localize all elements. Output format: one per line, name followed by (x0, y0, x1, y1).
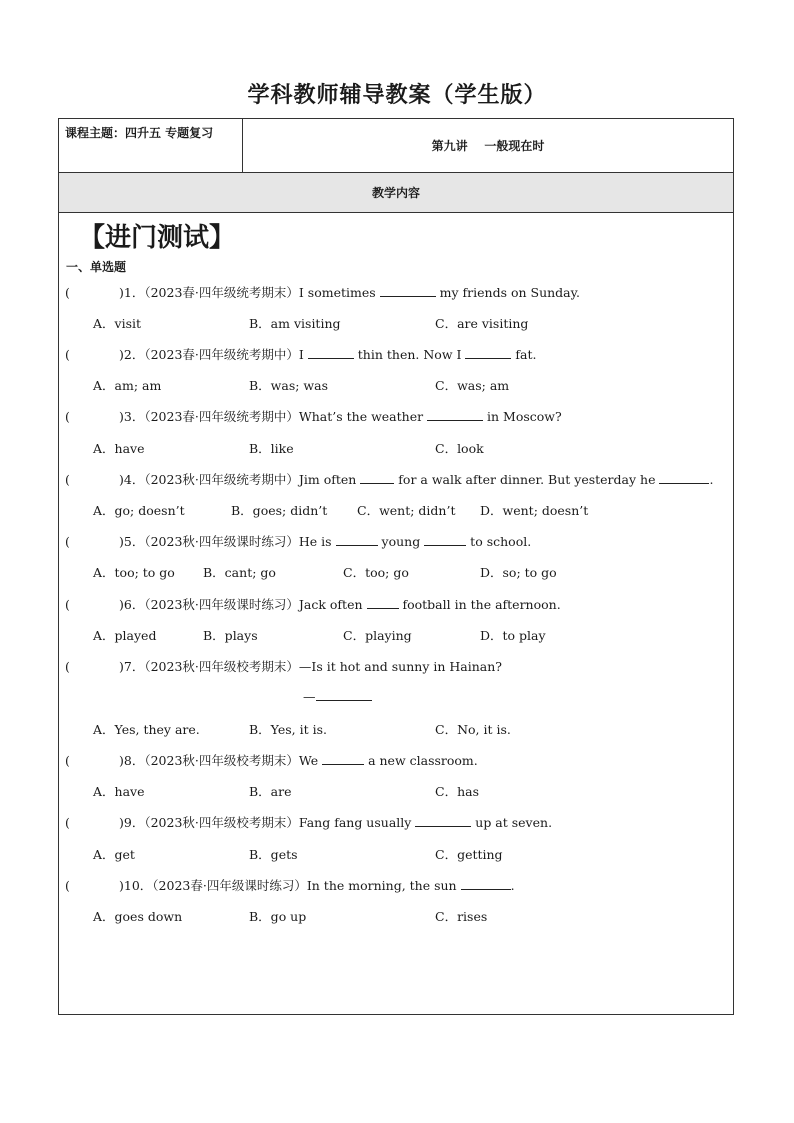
q2-option-c[interactable]: C．was; am (435, 378, 510, 393)
q4-option-c[interactable]: C．went; didn’t (357, 503, 456, 518)
answer-blank[interactable] (367, 597, 399, 609)
q4-option-b[interactable]: B．goes; didn’t (231, 503, 328, 518)
q6-option-d[interactable]: D．to play (480, 628, 546, 643)
q5-option-c[interactable]: C．too; go (343, 565, 409, 580)
question-4: ( )4．（2023秋·四年级统考期中）Jim often for a walk after dinner. But yesterday he . (65, 472, 714, 487)
q5-option-b[interactable]: B．cant; go (203, 565, 276, 580)
q8-option-c[interactable]: C．has (435, 784, 479, 799)
q6-option-b[interactable]: B．plays (203, 628, 258, 643)
question-10: ( )10．（2023春·四年级课时练习）In the morning, the sun . (65, 878, 515, 893)
answer-blank[interactable] (465, 347, 511, 359)
q5-option-d[interactable]: D．so; to go (480, 565, 557, 580)
q2-option-a[interactable]: A．am; am (93, 378, 162, 393)
q10-option-a[interactable]: A．goes down (93, 909, 183, 924)
question-5: ( )5．（2023秋·四年级课时练习）He is young to school. (65, 534, 532, 549)
teaching-content-label: 教学内容 (371, 186, 420, 200)
q10-option-c[interactable]: C．rises (435, 909, 488, 924)
q4-option-d[interactable]: D．went; doesn’t (480, 503, 589, 518)
q8-option-a[interactable]: A．have (93, 784, 145, 799)
q5-option-a[interactable]: A．too; to go (93, 565, 175, 580)
course-topic-cell: 课程主题：四升五 专题复习 (59, 119, 243, 172)
q1-option-a[interactable]: A．visit (93, 316, 142, 331)
q1-option-b[interactable]: B．am visiting (249, 316, 341, 331)
question-1: ( )1．（2023春·四年级统考期末）I sometimes my friends on Sunday. (65, 285, 580, 300)
q3-option-c[interactable]: C．look (435, 441, 484, 456)
q9-option-c[interactable]: C．getting (435, 847, 503, 862)
answer-blank[interactable] (322, 753, 364, 765)
question-6: ( )6．（2023秋·四年级课时练习）Jack often football in the afternoon. (65, 597, 561, 612)
content-header-row (59, 173, 733, 213)
q7-option-c[interactable]: C．No, it is. (435, 722, 511, 737)
lesson-table (58, 118, 734, 1015)
answer-blank[interactable] (424, 534, 466, 546)
q6-option-a[interactable]: A．played (93, 628, 157, 643)
q10-option-b[interactable]: B．go up (249, 909, 307, 924)
q2-option-b[interactable]: B．was; was (249, 378, 329, 393)
q3-option-a[interactable]: A．have (93, 441, 145, 456)
q7-option-b[interactable]: B．Yes, it is. (249, 722, 327, 737)
answer-blank[interactable] (659, 472, 709, 484)
answer-blank[interactable] (308, 347, 354, 359)
question-2: ( )2．（2023春·四年级统考期中）I thin then. Now I fat. (65, 347, 537, 362)
question-7: ( )7．（2023秋·四年级校考期末）—Is it hot and sunny in Hainan? (65, 659, 502, 674)
answer-blank[interactable] (427, 409, 483, 421)
answer-blank[interactable] (360, 472, 394, 484)
q7-option-a[interactable]: A．Yes, they are. (93, 722, 200, 737)
q4-option-a[interactable]: A．go; doesn’t (93, 503, 185, 518)
section-title: 【进门测试】 (79, 223, 236, 253)
q3-option-b[interactable]: B．like (249, 441, 294, 456)
q6-option-c[interactable]: C．playing (343, 628, 412, 643)
document-title: 学科教师辅导教案（学生版） (247, 83, 547, 108)
answer-blank[interactable] (336, 534, 378, 546)
q1-option-c[interactable]: C．are visiting (435, 316, 529, 331)
answer-blank[interactable] (415, 815, 471, 827)
q7-answer-line: — (303, 689, 372, 704)
question-type-title: 一、单选题 (66, 260, 127, 274)
answer-blank[interactable] (461, 878, 511, 890)
question-9: ( )9．（2023秋·四年级校考期末）Fang fang usually up at seven. (65, 815, 553, 830)
lesson-title-cell: 第九讲 一般现在时 (431, 139, 545, 153)
q9-option-b[interactable]: B．gets (249, 847, 298, 862)
q9-option-a[interactable]: A．get (93, 847, 135, 862)
header-row (59, 119, 733, 173)
answer-blank[interactable] (380, 285, 436, 297)
question-8: ( )8．（2023秋·四年级校考期末）We a new classroom. (65, 753, 478, 768)
question-3: ( )3．（2023春·四年级统考期中）What’s the weather in Moscow? (65, 409, 562, 424)
answer-blank[interactable] (316, 689, 372, 701)
q8-option-b[interactable]: B．are (249, 784, 292, 799)
